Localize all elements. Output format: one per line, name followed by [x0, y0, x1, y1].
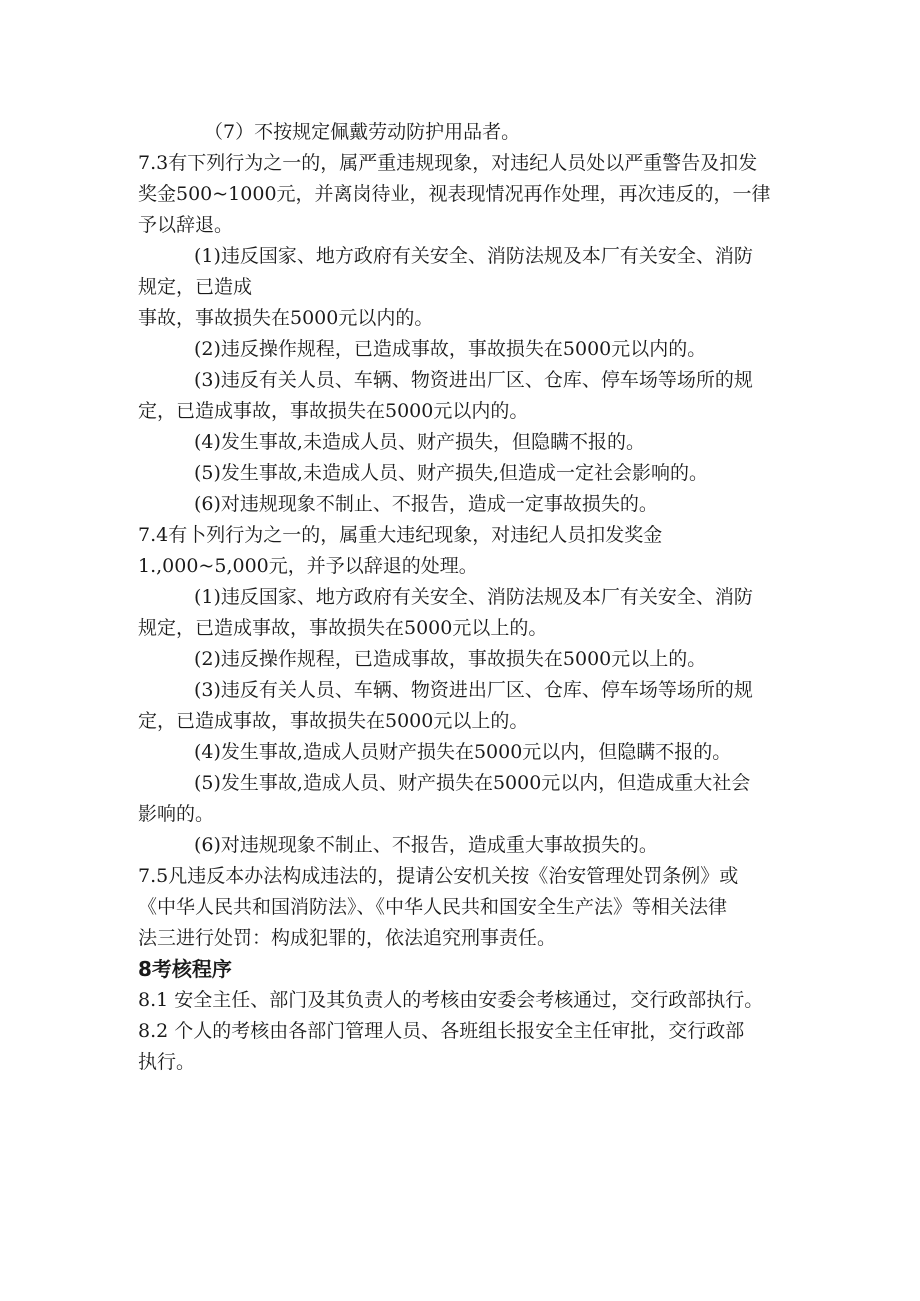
- item-7-4-1: (1)违反国家、地方政府有关安全、消防法规及本厂有关安全、消防: [194, 586, 753, 608]
- item-7-3-1-cont: 事故，事故损失在5000元以内的。: [138, 307, 434, 329]
- clause-7-4: 7.4有卜列行为之一的，属重大违纪现象，对违纪人员扣发奖金: [138, 524, 663, 546]
- item-7-2-7: （7）不按规定佩戴劳动防护用品者。: [204, 121, 521, 143]
- item-7-4-1-cont: 规定，已造成事故，事故损失在5000元以上的。: [138, 617, 548, 639]
- clause-7-5-cont: 《中华人民共和国消防法》、《中华人民共和国安全生产法》等相关法律: [138, 896, 728, 918]
- document-body: [138, 117, 788, 1078]
- item-7-4-6: (6)对违规现象不制止、不报告，造成重大事故损失的。: [194, 834, 658, 856]
- item-7-3-1: (1)违反国家、地方政府有关安全、消防法规及本厂有关安全、消防: [194, 245, 753, 267]
- item-7-4-2: (2)违反操作规程，已造成事故，事故损失在5000元以上的。: [194, 648, 707, 670]
- item-7-4-5-cont: 影响的。: [138, 803, 215, 825]
- clause-8-2: 8.2 个人的考核由各部门管理人员、各班组长报安全主任审批，交行政部: [138, 1020, 745, 1042]
- item-7-4-3: (3)违反有关人员、车辆、物资进出厂区、仓库、停车场等场所的规: [194, 679, 753, 701]
- item-7-3-3: (3)违反有关人员、车辆、物资进出厂区、仓库、停车场等场所的规: [194, 369, 753, 391]
- item-7-3-2: (2)违反操作规程，已造成事故，事故损失在5000元以内的。: [194, 338, 707, 360]
- item-7-4-3-cont: 定，已造成事故，事故损失在5000元以上的。: [138, 710, 529, 732]
- clause-8-1: 8.1 安全主任、部门及其负责人的考核由安委会考核通过，交行政部执行。: [138, 989, 764, 1011]
- item-7-3-5: (5)发生事故,未造成人员、财产损失,但造成一定社会影响的。: [194, 462, 708, 484]
- clause-7-3-cont: 予以辞退。: [138, 214, 234, 236]
- item-7-4-5: (5)发生事故,造成人员、财产损失在5000元以内，但造成重大社会: [194, 772, 751, 794]
- item-7-3-4: (4)发生事故,未造成人员、财产损失，但隐瞒不报的。: [194, 431, 645, 453]
- section-8-heading: 8考核程序: [138, 957, 232, 981]
- clause-7-3: 7.3有下列行为之一的，属严重违规现象，对违纪人员处以严重警告及扣发: [138, 152, 758, 174]
- clause-8-2-cont: 执行。: [138, 1051, 196, 1073]
- clause-7-5: 7.5凡违反本办法构成违法的，提请公安机关按《治安管理处罚条例》或: [138, 865, 739, 887]
- item-7-3-1-cont: 规定，已造成: [138, 276, 253, 298]
- item-7-4-4: (4)发生事故,造成人员财产损失在5000元以内，但隐瞒不报的。: [194, 741, 732, 763]
- clause-7-4-cont: 1.,000~5,000元，并予以辞退的处理。: [138, 555, 478, 577]
- clause-7-5-cont: 法三进行处罚：构成犯罪的，依法追究刑事责任。: [138, 927, 557, 949]
- item-7-3-3-cont: 定，已造成事故，事故损失在5000元以内的。: [138, 400, 529, 422]
- item-7-3-6: (6)对违规现象不制止、不报告，造成一定事故损失的。: [194, 493, 658, 515]
- clause-7-3-cont: 奖金500~1000元，并离岗待业，视表现情况再作处理，再次违反的，一律: [138, 183, 771, 205]
